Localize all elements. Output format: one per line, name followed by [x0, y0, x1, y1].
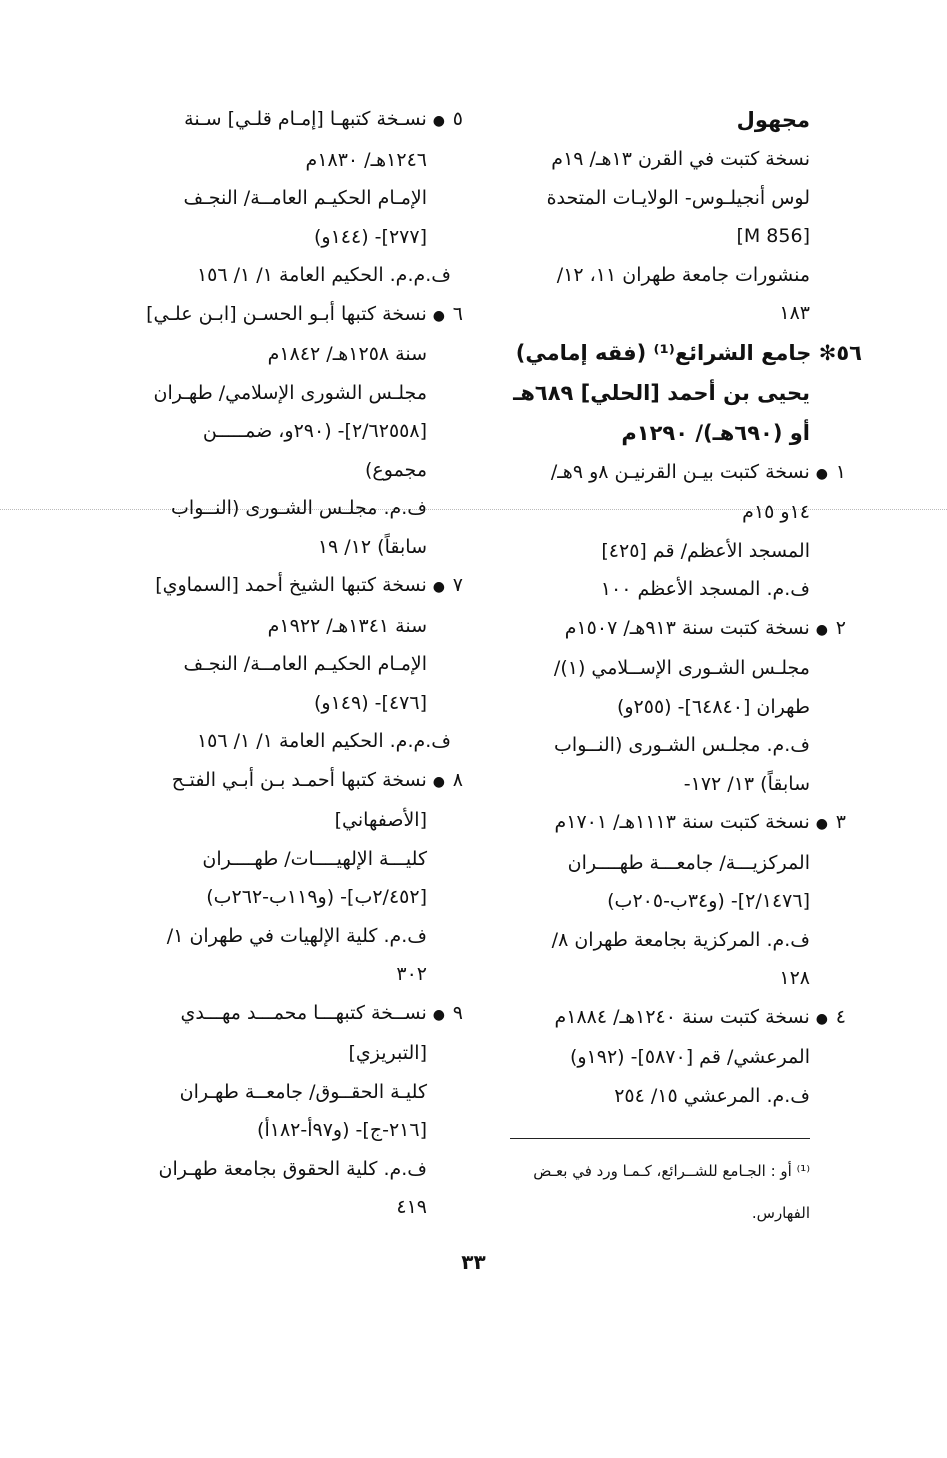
- work-author-line: يحيى بن أحمد [الحلي] ٦٨٩هـ: [513, 380, 810, 405]
- entry-line: ف.م.م. الحكيم العامة ١/ ١/ ١٥٦: [196, 730, 451, 752]
- entry-head: [97, 761, 463, 802]
- entry-line: كليـــة الإلهيــــات/ طهــــران: [202, 847, 427, 870]
- bullet-icon: ●: [432, 1006, 445, 1023]
- entry-text: نسخة كتبت سنة ٩١٣هـ/ ١٥٠٧م: [564, 616, 810, 639]
- bullet-icon: ●: [815, 621, 828, 638]
- footnote-line: الفهارس.: [751, 1204, 810, 1222]
- entry-line: كليـة الحقــوق/ جامعــة طهـران: [179, 1080, 427, 1103]
- bullet-icon: ●: [432, 773, 445, 790]
- entry-line: المركزيـــة/ جامعـــة طهــــران: [567, 851, 810, 874]
- entry-line: سنة ١٢٥٨هـ/ ١٨٤٢م: [267, 343, 427, 365]
- footnote: [470, 1150, 810, 1234]
- entry-head: [97, 100, 463, 141]
- entry-text: نسخة كتبت سنة ١١١٣هـ/ ١٧٠١م: [554, 811, 810, 833]
- entry-line: سنة ١٣٤١هـ/ ١٩٢٢م: [267, 614, 427, 637]
- entry-number: ٨: [452, 768, 463, 791]
- entry-number: ٢: [835, 616, 846, 639]
- unknown-line: [M 856]: [736, 225, 810, 247]
- footnote-divider: [510, 1138, 810, 1139]
- entry-line: طهران [٦٤٨٤٠]- (٢٥٥و): [616, 695, 810, 718]
- entry-line: ١٢٨: [779, 967, 810, 989]
- entry-head: [97, 566, 463, 607]
- entry-line: ف.م. كلية الإلهيات في طهران ١/: [166, 924, 427, 947]
- bullet-icon: ●: [815, 816, 828, 832]
- entry-text: نسخة كتبت سنة ١٢٤٠هـ/ ١٨٨٤م: [554, 1005, 810, 1028]
- author-unknown-heading: مجهول: [736, 108, 810, 132]
- entry-line: [٢١٦-ج]- (و٩٧أ-١٨٢أ): [257, 1119, 427, 1141]
- left-column: [97, 100, 463, 1227]
- entry-line: مجلـس الشـورى الإســلامي (١)/: [553, 657, 810, 679]
- entry-line: الإمـام الحكيـم العامــة/ النجـف: [183, 187, 427, 209]
- entry-line: [٤٧٦]- (١٤٩و): [314, 691, 427, 714]
- unknown-line: ١٨٣: [779, 302, 810, 324]
- entry-line: سابقاً) ١٣/ ١٧٢-: [683, 772, 810, 795]
- bullet-icon: ●: [432, 307, 445, 324]
- footnote-line: ⁽¹⁾ أو : الجـامع للشــرائع، كـمـا ورد في بعـض: [533, 1162, 810, 1180]
- entry-line: ف.م. مجلـس الشـورى (النــواب: [171, 497, 427, 519]
- unknown-line: نسخة كتبت في القرن ١٣هـ/ ١٩م: [551, 148, 810, 170]
- entry-text: نسخة كتبها أحمـد بـن أبـي الفتـح: [171, 768, 427, 791]
- entry-number: ٦: [452, 302, 463, 325]
- entry-line: ف.م. المسجد الأعظم ١٠٠: [600, 578, 810, 600]
- work-title: ٥٦✻ جامع الشرائع⁽¹⁾ (فقه إمامي): [515, 340, 862, 365]
- entry-line: [التبريزي]: [348, 1042, 427, 1064]
- entry-number: ٧: [452, 574, 463, 596]
- entry-head: [97, 994, 463, 1035]
- entry-line: [٢/٤٥٢ب]- (و١١٩ب-٢٦٢ب): [206, 886, 427, 908]
- entry-text: نســخة كتبهـــا محمـــد مهـــدي: [180, 1001, 427, 1024]
- entry-line: المرعشي/ قم [٥٨٧٠]- (١٩٢و): [569, 1046, 810, 1068]
- bullet-icon: ●: [815, 1010, 828, 1027]
- bullet-icon: ●: [815, 465, 828, 482]
- entry-head: [470, 453, 846, 494]
- entry-line: المسجد الأعظم/ قم [٤٢٥]: [601, 539, 810, 562]
- entry-line: ف.م. المركزية بجامعة طهران ٨/: [551, 928, 810, 951]
- bullet-icon: ●: [432, 113, 445, 129]
- unknown-line: منشورات جامعة طهران ١١، ١٢/: [556, 263, 810, 286]
- entry-line: [٢/١٤٧٦]- (و٣٤ب-٢٠٥ب): [607, 890, 810, 912]
- entry-line: ف.م. مجلـس الشـورى (النــواب: [554, 734, 810, 756]
- entry-line: [٢٧٧]- (١٤٤و): [314, 225, 427, 248]
- entry-line: [٢/٦٢٥٥٨]- (٢٩٠و، ضمـــــن: [202, 420, 427, 442]
- entry-line: ف.م. المرعشي ١٥/ ٢٥٤: [614, 1084, 810, 1107]
- bullet-icon: ●: [432, 579, 445, 595]
- entry-number: ٣: [835, 811, 846, 833]
- entry-line: ف.م.م. الحكيم العامة ١/ ١/ ١٥٦: [196, 264, 451, 286]
- entry-head: [470, 803, 846, 844]
- entry-line: ٣٠٢: [396, 963, 427, 985]
- entry-line: ١٢٤٦هـ/ ١٨٣٠م: [305, 148, 427, 171]
- entry-line: [الأصفهاني]: [334, 809, 427, 831]
- entry-text: نسخة كتبها أبـو الحسـن [ابـن علـي]: [146, 302, 427, 325]
- entry-number: ٤: [835, 1005, 846, 1028]
- entry-head: [97, 295, 463, 336]
- entry-number: ٩: [452, 1001, 463, 1024]
- entry-line: ١٤و ١٥م: [742, 501, 810, 523]
- work-author-line: أو (٦٩٠هـ)/ ١٢٩٠م: [621, 420, 810, 445]
- entry-text: نسـخة كتبهـا [إمـام قلـي] سـنة: [184, 108, 427, 130]
- right-column: [470, 100, 862, 1115]
- entry-line: ف.م. كلية الحقوق بجامعة طهـران: [158, 1157, 427, 1180]
- entry-head: [470, 998, 846, 1039]
- entry-number: ٥: [452, 108, 463, 130]
- unknown-line: لوس أنجيلـوس- الولايـات المتحدة: [546, 186, 810, 209]
- entry-line: مجموع): [365, 458, 427, 481]
- entry-line: مجلـس الشورى الإسلامي/ طهـران: [153, 381, 427, 404]
- entry-line: سابقاً) ١٢/ ١٩: [317, 535, 427, 558]
- entry-text: نسخة كتبت بيـن القرنيـن ٨و ٩هـ/: [550, 460, 810, 483]
- entry-head: [470, 609, 846, 650]
- entry-number: ١: [835, 460, 846, 483]
- entry-text: نسخة كتبها الشيخ أحمد [السماوي]: [155, 574, 427, 596]
- entry-line: الإمـام الحكيـم العامــة/ النجـف: [183, 653, 427, 675]
- page-number: ٣٣: [461, 1250, 486, 1274]
- entry-line: ٤١٩: [396, 1196, 427, 1218]
